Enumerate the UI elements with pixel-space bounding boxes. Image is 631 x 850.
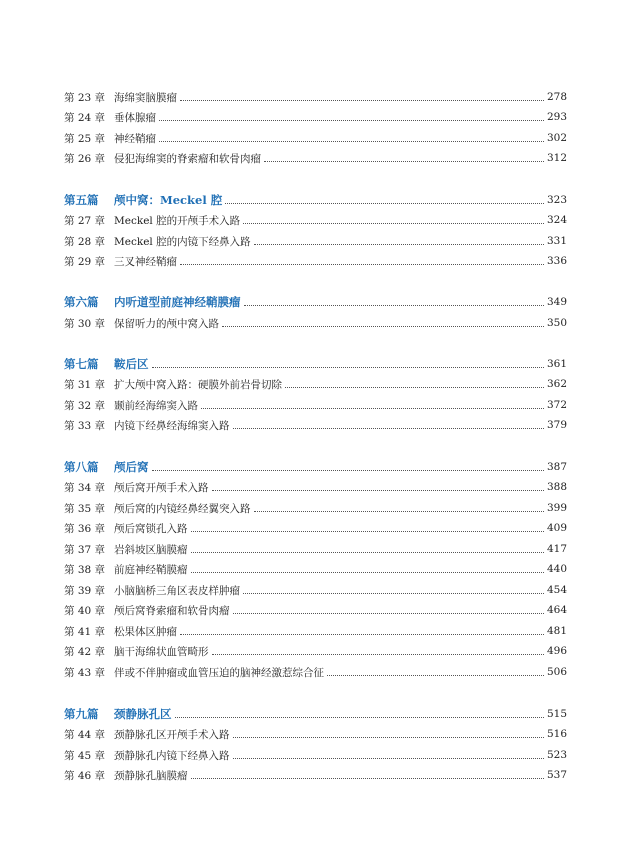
entry-number: 第 23 章 [64,91,106,104]
entry-number: 第五篇 [64,193,99,207]
entry-number: 第 24 章 [64,111,106,124]
toc-chapter-entry [64,663,567,681]
dot-leader [212,490,544,491]
entry-title: 颅后窝的内镜经鼻经翼突入路 [114,502,251,515]
dot-leader [225,203,544,204]
entry-title: 脑干海绵状血管畸形 [114,645,209,658]
entry-page-number: 387 [546,461,567,473]
entry-number: 第九篇 [64,707,99,721]
toc-chapter-entry [64,88,567,106]
entry-title: 垂体腺瘤 [114,111,156,124]
dot-leader [180,634,544,635]
toc-chapter-entry [64,232,567,250]
toc-chapter-entry [64,601,567,619]
toc-chapter-entry [64,211,567,229]
entry-title: 颈静脉孔区 [114,707,172,721]
toc-part-entry [64,191,567,209]
entry-title: 侵犯海绵窦的脊索瘤和软骨肉瘤 [114,152,261,165]
entry-page-number: 323 [546,194,567,206]
entry-title: 颈静脉孔脑膜瘤 [114,769,188,782]
entry-number: 第 45 章 [64,749,106,762]
entry-title: 颅中窝：Meckel 腔 [114,193,223,207]
entry-title: 海绵窦脑膜瘤 [114,91,177,104]
dot-leader [152,470,544,471]
dot-leader [285,387,544,388]
entry-title: 三叉神经鞘瘤 [114,255,177,268]
entry-number: 第 42 章 [64,645,106,658]
entry-page-number: 379 [546,419,567,431]
entry-page-number: 417 [546,543,567,555]
toc-chapter-entry [64,746,567,764]
entry-page-number: 361 [546,358,567,370]
toc-chapter-entry [64,375,567,393]
entry-number: 第 35 章 [64,502,106,515]
entry-number: 第 36 章 [64,522,106,535]
entry-page-number: 454 [546,584,567,596]
dot-leader [264,161,544,162]
dot-leader [327,675,544,676]
entry-number: 第 40 章 [64,604,106,617]
dot-leader [212,654,544,655]
dot-leader [254,244,544,245]
entry-page-number: 302 [546,132,567,144]
toc-chapter-entry [64,725,567,743]
entry-page-number: 537 [546,769,567,781]
dot-leader [175,717,544,718]
entry-page-number: 399 [546,502,567,514]
toc-chapter-entry [64,581,567,599]
entry-number: 第 29 章 [64,255,106,268]
entry-title: 鞍后区 [114,357,149,371]
dot-leader [191,778,544,779]
entry-number: 第 32 章 [64,399,106,412]
dot-leader [152,367,544,368]
dot-leader [233,428,544,429]
toc-chapter-entry [64,560,567,578]
dot-leader [180,264,544,265]
entry-number: 第六篇 [64,295,99,309]
entry-number: 第八篇 [64,460,99,474]
toc-chapter-entry [64,499,567,517]
dot-leader [180,100,544,101]
entry-title: 神经鞘瘤 [114,132,156,145]
entry-title: 颈静脉孔内镜下经鼻入路 [114,749,230,762]
entry-page-number: 293 [546,111,567,123]
entry-page-number: 362 [546,378,567,390]
entry-page-number: 515 [546,708,567,720]
toc-chapter-entry [64,314,567,332]
dot-leader [233,737,544,738]
entry-title: Meckel 腔的内镜下经鼻入路 [114,235,251,248]
toc-part-entry [64,355,567,373]
entry-page-number: 506 [546,666,567,678]
entry-title: 伴或不伴肿瘤或血管压迫的脑神经激惹综合征 [114,666,324,679]
toc-chapter-entry [64,252,567,270]
entry-number: 第七篇 [64,357,99,371]
entry-number: 第 46 章 [64,769,106,782]
entry-number: 第 28 章 [64,235,106,248]
dot-leader [201,408,544,409]
entry-title: 扩大颅中窝入路：硬膜外前岩骨切除 [114,378,282,391]
entry-page-number: 496 [546,645,567,657]
toc-part-entry [64,293,567,311]
dot-leader [254,511,544,512]
entry-page-number: 372 [546,399,567,411]
dot-leader [233,758,544,759]
toc-chapter-entry [64,108,567,126]
dot-leader [159,141,544,142]
entry-number: 第 34 章 [64,481,106,494]
entry-title: 前庭神经鞘膜瘤 [114,563,188,576]
entry-page-number: 516 [546,728,567,740]
dot-leader [191,572,544,573]
toc-chapter-entry [64,478,567,496]
toc-chapter-entry [64,396,567,414]
toc-chapter-entry [64,416,567,434]
toc-chapter-entry [64,540,567,558]
entry-number: 第 33 章 [64,419,106,432]
entry-title: 小脑脑桥三角区表皮样肿瘤 [114,584,240,597]
dot-leader [222,326,544,327]
entry-page-number: 440 [546,563,567,575]
entry-page-number: 312 [546,152,567,164]
entry-title: 颅后窝 [114,460,149,474]
entry-title: 保留听力的颅中窝入路 [114,317,219,330]
dot-leader [191,552,544,553]
dot-leader [191,531,544,532]
entry-page-number: 331 [546,235,567,247]
toc-chapter-entry [64,622,567,640]
entry-number: 第 37 章 [64,543,106,556]
entry-number: 第 31 章 [64,378,106,391]
entry-title: 颅后窝开颅手术入路 [114,481,209,494]
toc-chapter-entry [64,766,567,784]
entry-title: 松果体区肿瘤 [114,625,177,638]
entry-page-number: 349 [546,296,567,308]
dot-leader [233,613,544,614]
entry-number: 第 26 章 [64,152,106,165]
entry-title: 颅后窝锁孔入路 [114,522,188,535]
entry-page-number: 324 [546,214,567,226]
toc-chapter-entry [64,642,567,660]
entry-title: 内听道型前庭神经鞘膜瘤 [114,295,241,309]
entry-number: 第 27 章 [64,214,106,227]
toc-chapter-entry [64,149,567,167]
entry-title: 颅后窝脊索瘤和软骨肉瘤 [114,604,230,617]
entry-title: 颞前经海绵窦入路 [114,399,198,412]
entry-number: 第 30 章 [64,317,106,330]
dot-leader [243,223,544,224]
entry-title: 内镜下经鼻经海绵窦入路 [114,419,230,432]
entry-page-number: 388 [546,481,567,493]
entry-number: 第 39 章 [64,584,106,597]
toc-chapter-entry [64,129,567,147]
entry-title: 颈静脉孔区开颅手术入路 [114,728,230,741]
entry-title: 岩斜坡区脑膜瘤 [114,543,188,556]
entry-title: Meckel 腔的开颅手术入路 [114,214,241,227]
toc-chapter-entry [64,519,567,537]
entry-page-number: 278 [546,91,567,103]
entry-page-number: 464 [546,604,567,616]
entry-page-number: 481 [546,625,567,637]
entry-number: 第 38 章 [64,563,106,576]
toc-part-entry [64,705,567,723]
entry-number: 第 43 章 [64,666,106,679]
entry-page-number: 350 [546,317,567,329]
entry-number: 第 25 章 [64,132,106,145]
dot-leader [243,593,544,594]
dot-leader [244,305,544,306]
entry-page-number: 336 [546,255,567,267]
entry-page-number: 523 [546,749,567,761]
toc-part-entry [64,458,567,476]
dot-leader [159,120,544,121]
entry-number: 第 41 章 [64,625,106,638]
entry-number: 第 44 章 [64,728,106,741]
entry-page-number: 409 [546,522,567,534]
